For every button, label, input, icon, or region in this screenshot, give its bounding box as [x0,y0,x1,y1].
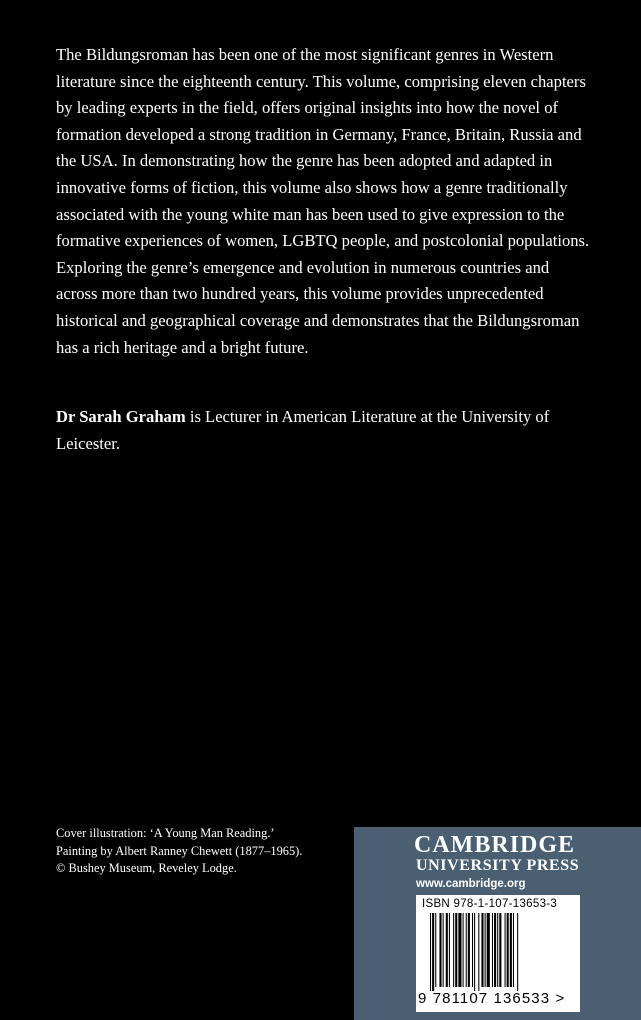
isbn-barcode [416,895,580,1012]
barcode-bar [505,913,506,987]
barcode-bar [513,913,514,987]
barcode-bars [416,911,580,991]
barcode-bar [435,913,436,987]
barcode-bar [453,913,454,987]
barcode-bar [507,913,509,987]
barcode-bar [478,913,479,991]
barcode-bar [466,913,467,987]
barcode-bar [455,913,457,987]
barcode-bar [472,913,473,987]
barcode-bar [458,913,461,987]
barcode-bar [485,913,486,987]
publisher-panel [354,827,641,1020]
barcode-bar [474,913,475,991]
barcode-bar [432,913,434,991]
barcode-bar [463,913,464,987]
barcode-bar [517,913,518,991]
barcode-bar [468,913,470,987]
barcode-bar [443,913,444,987]
editor-name: Dr Sarah Graham [56,407,186,426]
editor-bio [56,404,590,457]
barcode-bar [430,913,431,991]
barcode-bar [494,913,496,987]
barcode-number: 9 781107 136533 > [418,990,566,1007]
credit-line-3: © Bushey Museum, Reveley Lodge. [56,861,237,875]
publisher-logo-subtitle: UNIVERSITY PRESS [416,857,580,874]
barcode-bar [492,913,493,987]
barcode-bar [487,913,490,987]
barcode-bar [449,913,450,987]
book-description: The Bildungsroman has been one of the most significant genres in Western literature since the eighteenth century. This volume, comprising eleven chapters by leading experts in the field, offers original insights into how the novel of formation developed a strong tradition in Germany, France, Britain, Russia and the USA. In demonstrating how the genre has been adopted and adapted in innovative forms of fiction, this volume also shows how a genre traditionally associated with the young white man has been used to give expression to the formative experiences of women, LGBTQ people, and postcolonial populations. Exploring the genre’s emergence and evolution in numerous countries and across more than two hundred years, this volume provides unprecedented historical and geographical coverage and demonstrates that the Bildungsroman has a rich heritage and a bright future. [56,45,590,357]
credit-line-2: Painting by Albert Ranney Chewett (1877–1965). [56,843,303,858]
publisher-logo-name: CAMBRIDGE [414,832,576,858]
barcode-bar [499,913,501,987]
cover-illustration-credit [56,825,356,878]
barcode-bar [497,913,498,987]
barcode-bar [439,913,441,987]
editor-bio-text: is Lecturer in American Literature at the University of Leicester. [56,407,550,453]
publisher-website: www.cambridge.org [416,878,526,890]
barcode-bar [510,913,512,987]
barcode-bar [481,913,483,987]
barcode-bar [446,913,448,987]
isbn-label: ISBN 978-1-107-13653-3 [422,898,558,910]
credit-line-1: Cover illustration: ‘A Young Man Reading.’ [56,826,275,840]
